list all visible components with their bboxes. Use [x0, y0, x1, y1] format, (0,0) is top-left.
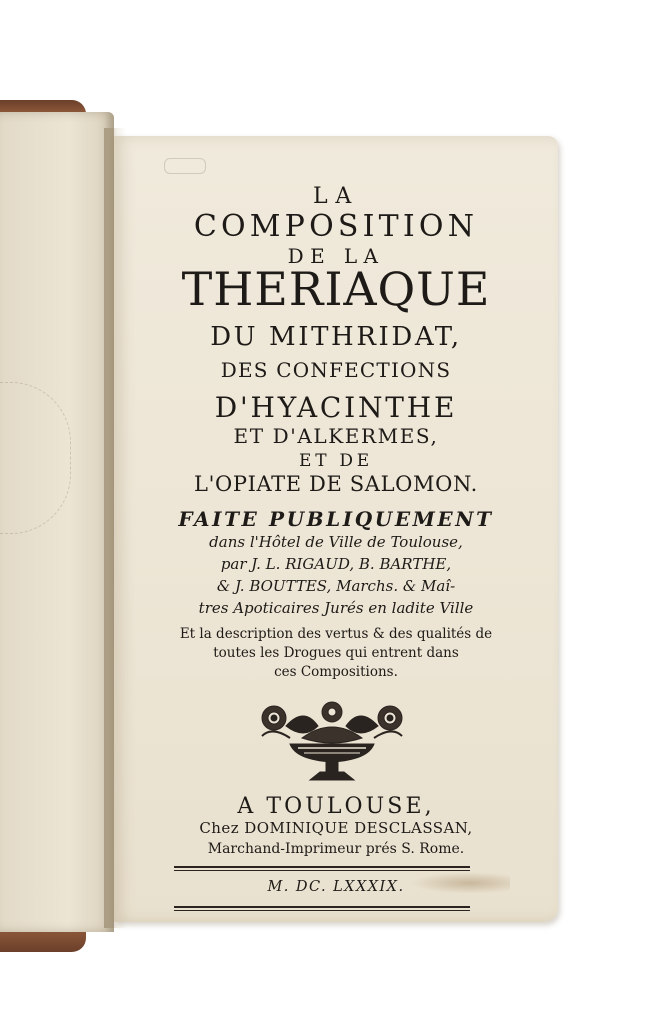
description-line-1: Et la description des vertus & des qualités de: [179, 626, 493, 642]
title-page: [114, 136, 558, 922]
title-line-de-la: DE LA: [287, 244, 385, 268]
imprint-date: M. DC. LXXXIX.: [267, 879, 405, 895]
double-rule-bottom: [174, 906, 470, 911]
title-line-apoticaires: tres Apoticaires Jurés en ladite Ville: [198, 599, 474, 617]
title-line-mithridat: DU MITHRIDAT,: [210, 322, 462, 352]
title-line-alkermes: ET D'ALKERMES,: [233, 424, 439, 448]
title-line-faite: FAITE PUBLIQUEMENT: [178, 507, 494, 531]
pencil-mark: [164, 158, 206, 174]
double-rule-top: [174, 866, 470, 871]
title-line-la: LA: [313, 184, 359, 209]
title-line-confections: DES CONFECTIONS: [220, 358, 452, 382]
left-page: [0, 112, 114, 932]
description-line-3: ces Compositions.: [274, 664, 398, 680]
title-line-et-de: ET DE: [299, 451, 373, 471]
description-line-2: toutes les Drogues qui entrent dans: [213, 645, 459, 661]
show-through-mark: [0, 382, 71, 534]
title-line-hotel: dans l'Hôtel de Ville de Toulouse,: [209, 533, 463, 551]
title-line-authors-1: par J. L. RIGAUD, B. BARTHE,: [220, 555, 452, 573]
flower-basket-ornament-icon: [252, 696, 412, 786]
title-line-composition: COMPOSITION: [193, 209, 479, 244]
imprint-address: Marchand-Imprimeur prés S. Rome.: [207, 841, 465, 857]
title-line-hyacinthe: D'HYACINTHE: [214, 391, 458, 424]
title-line-opiate: L'OPIATE DE SALOMON.: [194, 472, 478, 496]
title-line-theriaque: THERIAQUE: [181, 262, 491, 316]
imprint-place: A TOULOUSE,: [237, 794, 435, 819]
title-line-authors-2: & J. BOUTTES, Marchs. & Maî-: [216, 577, 456, 595]
imprint-printer: Chez DOMINIQUE DESCLASSAN,: [199, 819, 473, 837]
